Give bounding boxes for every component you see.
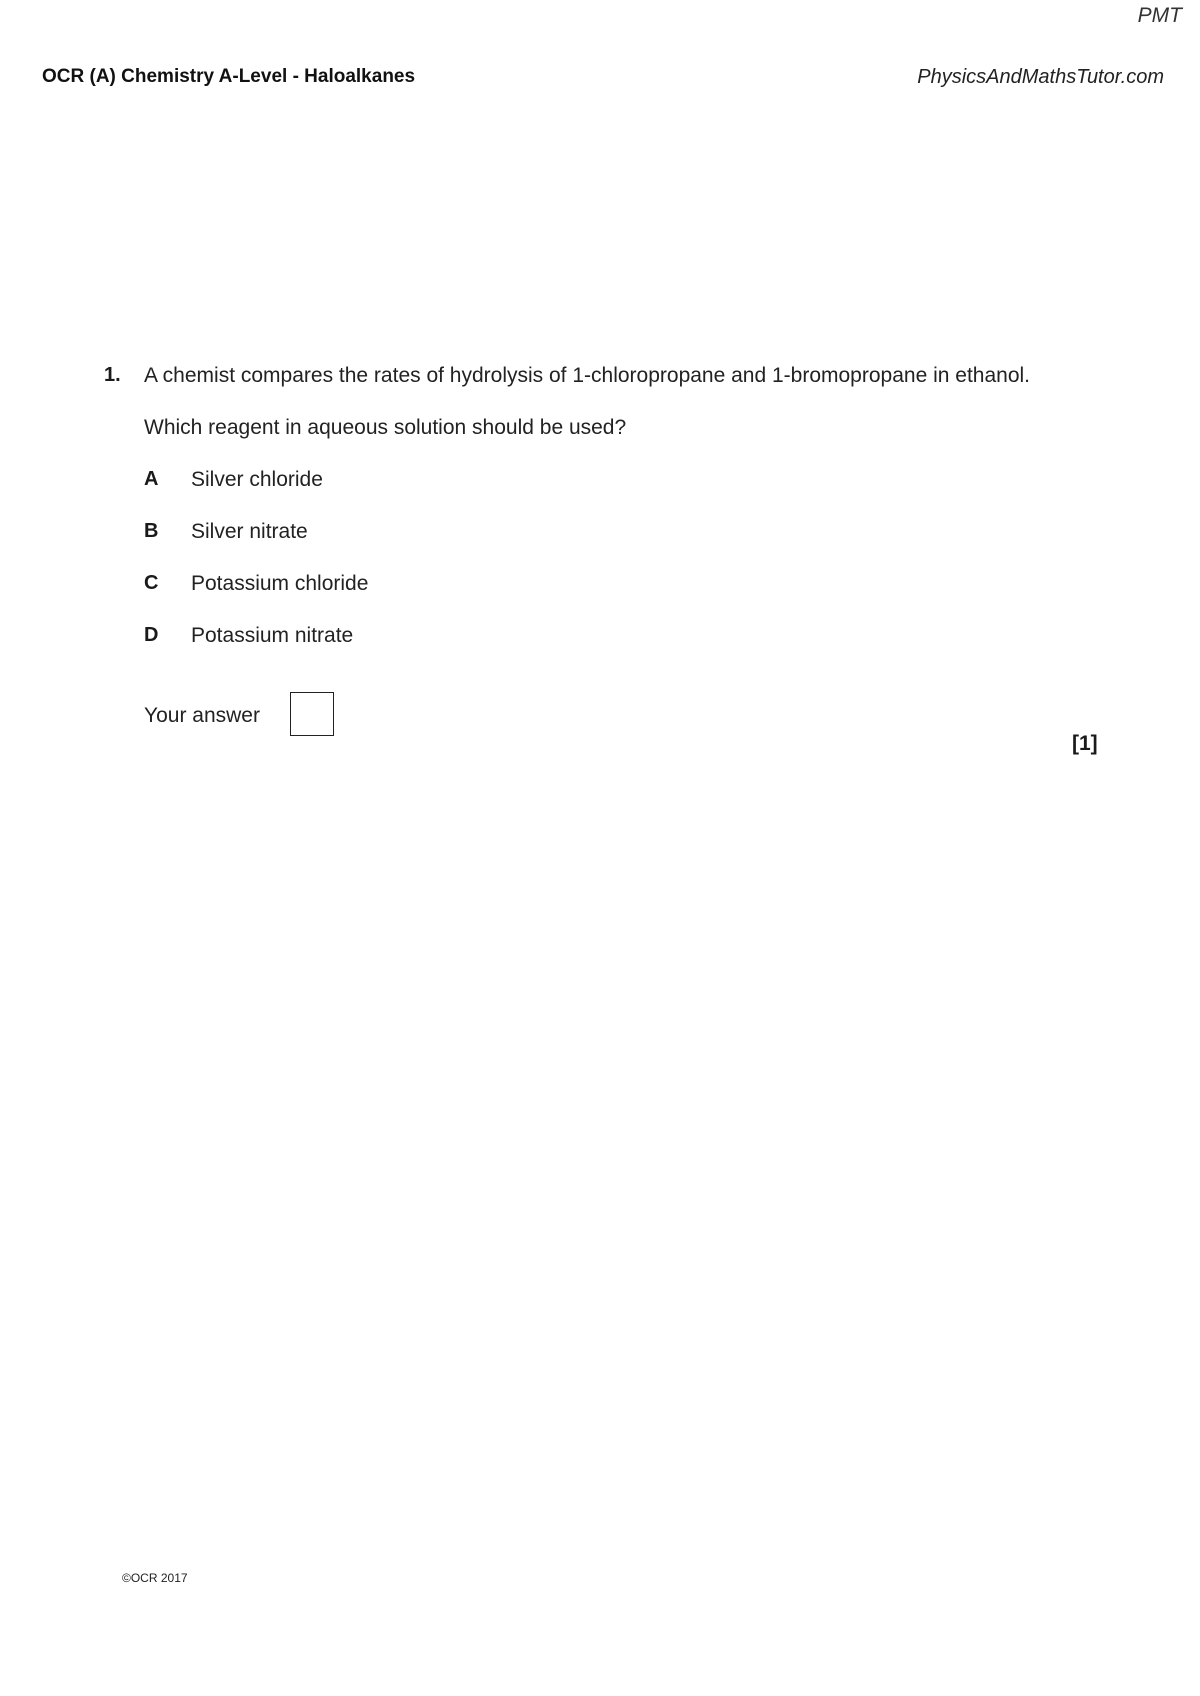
option-text: Potassium nitrate [191,624,354,647]
option-letter: A [144,468,159,490]
question-stem: A chemist compares the rates of hydrolysis of 1-chloropropane and 1-bromopropane in ethanol. [144,364,1030,387]
option-text: Potassium chloride [191,572,369,595]
option-letter: B [144,520,159,542]
answer-label: Your answer [144,704,260,727]
copyright-footer: ©OCR 2017 [122,1571,188,1585]
question-prompt: Which reagent in aqueous solution should be used? [144,416,627,439]
question-number: 1. [104,364,121,386]
marks-label: [1] [1072,732,1098,755]
document-header-title: OCR (A) Chemistry A-Level - Haloalkanes [42,66,416,87]
option-letter: C [144,572,159,594]
option-text: Silver chloride [191,468,323,491]
answer-box[interactable] [290,692,334,736]
document-header-site: PhysicsAndMathsTutor.com [917,66,1164,88]
option-letter: D [144,624,159,646]
option-text: Silver nitrate [191,520,308,543]
pmt-corner-mark: PMT [1137,4,1182,27]
